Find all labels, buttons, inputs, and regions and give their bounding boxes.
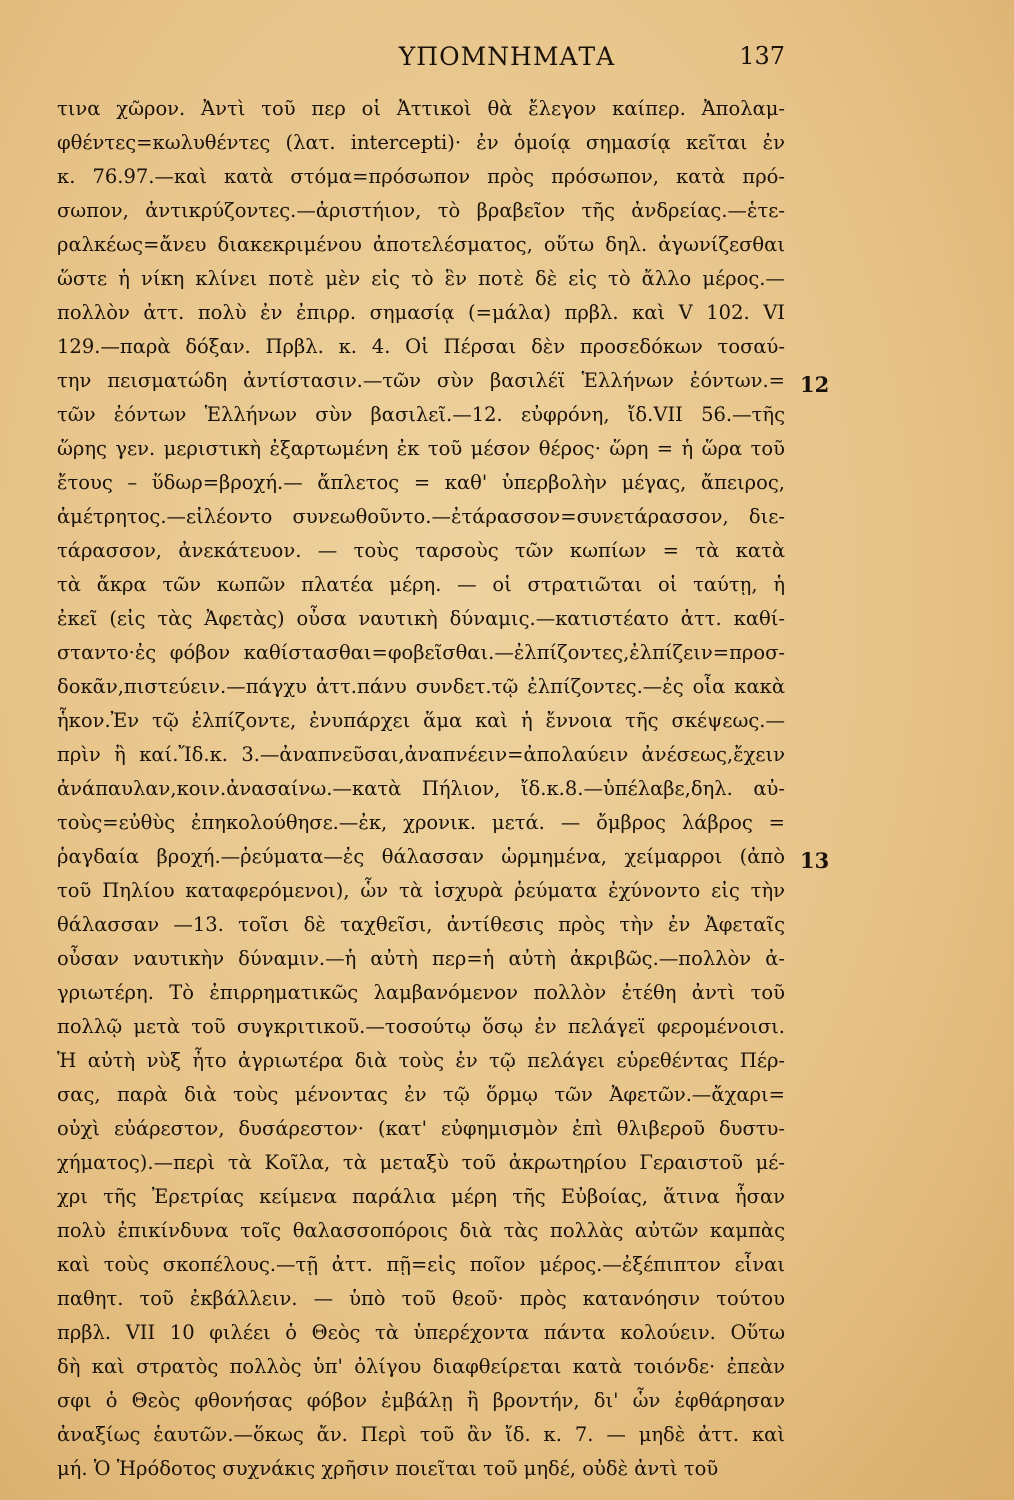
text-line: καὶ τοὺς σκοπέλους.—τῇ ἀττ. πῇ=εἰς ποῖον μέρος.—ἐξέπιπτον εἶναι <box>57 1253 785 1276</box>
text-line: χρι τῆς Ἐρετρίας κείμενα παράλια μέρη τῆς Εὐβοίας, ἅτινα ἦσαν <box>57 1185 785 1208</box>
text-line: πολλῷ μετὰ τοῦ συγκριτικοῦ.—τοσούτῳ ὅσῳ ἐν πελάγεϊ φερομένοισι. <box>57 1015 785 1038</box>
text-line: πολλὸν ἀττ. πολὺ ἐν ἐπιρρ. σημασίᾳ (=μάλα) πρβλ. καὶ V 102. VI <box>57 301 785 324</box>
text-line: τινα χῶρον. Ἀντὶ τοῦ περ οἱ Ἀττικοὶ θὰ ἔλεγον καίπερ. Ἀπολαμ- <box>57 97 785 120</box>
text-line: οὖσαν ναυτικὴν δύναμιν.—ἡ αὐτὴ περ=ἡ αὐτὴ ἀκριβῶς.—πολλὸν ἀ- <box>57 947 785 970</box>
text-line: ἐκεῖ (εἰς τὰς Ἀφετὰς) οὖσα ναυτικὴ δύναμις.—κατιστέατο ἀττ. καθί- <box>57 607 785 630</box>
text-line: κ. 76.97.—καὶ κατὰ στόμα=πρόσωπον πρὸς πρόσωπον, κατὰ πρό- <box>57 165 785 188</box>
text-line: γριωτέρη. Τὸ ἐπιρρηματικῶς λαμβανόμενον πολλὸν ἐτέθη ἀντὶ τοῦ <box>57 981 785 1004</box>
text-line: 129.—παρὰ δόξαν. Πρβλ. κ. 4. Οἱ Πέρσαι δὲν προσεδόκων τοσαύ- <box>57 335 785 358</box>
text-line: τοὺς=εὐθὺς ἐπηκολούθησε.—ἐκ, χρονικ. μετά. — ὄμβρος λάβρος = <box>57 811 785 834</box>
page-number: 137 <box>739 42 785 70</box>
text-line: σωπον, ἀντικρύζοντες.—ἀριστήιον, τὸ βραβεῖον τῆς ἀνδρείας.—ἑτε- <box>57 199 785 222</box>
text-line: τάρασσον, ἀνεκάτευον. — τοὺς ταρσοὺς τῶν κωπίων = τὰ κατὰ <box>57 539 785 562</box>
text-line: ὥστε ἡ νίκη κλίνει ποτὲ μὲν εἰς τὸ ἓν ποτὲ δὲ εἰς τὸ ἄλλο μέρος.— <box>57 267 785 290</box>
text-line: ῥαγδαία βροχή.—ῥεύματα—ἐς θάλασσαν ὡρμημένα, χείμαρροι (ἀπὸ <box>57 845 785 868</box>
text-line: ὥρης γεν. μεριστικὴ ἐξαρτωμένη ἐκ τοῦ μέσον θέρος· ὥρη = ἡ ὥρα τοῦ <box>57 437 785 460</box>
text-line: πρὶν ἢ καί.Ἴδ.κ. 3.—ἀναπνεῦσαι,ἀναπνέειν=ἀπολαύειν ἀνέσεως,ἔχειν <box>57 743 785 766</box>
text-line: τοῦ Πηλίου καταφερόμενοι), ὧν τὰ ἰσχυρὰ ῥεύματα ἐχύνοντο εἰς τὴν <box>57 879 785 902</box>
text-line: δὴ καὶ στρατὸς πολλὸς ὑπ' ὀλίγου διαφθείρεται κατὰ τοιόνδε· ἐπεὰν <box>57 1355 785 1378</box>
text-line: Ἡ αὐτὴ νὺξ ἦτο ἀγριωτέρα διὰ τοὺς ἐν τῷ πελάγει εὑρεθέντας Πέρ- <box>57 1049 785 1072</box>
commentary-text <box>57 92 785 1486</box>
text-line: ἀναξίως ἑαυτῶν.—ὅκως ἄν. Περὶ τοῦ ἂν ἴδ. κ. 7. — μηδὲ ἀττ. καὶ <box>57 1423 785 1446</box>
text-line: ραλκέως=ἄνευ διακεκριμένου ἀποτελέσματος, οὕτω δηλ. ἀγωνίζεσθαι <box>57 233 785 256</box>
text-line: τὰ ἄκρα τῶν κωπῶν πλατέα μέρη. — οἱ στρατιῶται οἱ ταύτῃ, ἡ <box>57 573 785 596</box>
text-line: χήματος).—περὶ τὰ Κοῖλα, τὰ μεταξὺ τοῦ ἀκρωτηρίου Γεραιστοῦ μέ- <box>57 1151 785 1174</box>
text-line: σφι ὁ Θεὸς φθονήσας φόβον ἐμβάλῃ ἢ βροντήν, δι' ὧν ἐφθάρησαν <box>57 1389 785 1412</box>
text-line: πρβλ. VII 10 φιλέει ὁ Θεὸς τὰ ὑπερέχοντα πάντα κολούειν. Οὕτω <box>57 1321 785 1344</box>
running-title: ΥΠΟΜΝΗΜΑΤΑ <box>398 42 616 71</box>
text-line: θάλασσαν —13. τοῖσι δὲ ταχθεῖσι, ἀντίθεσις πρὸς τὴν ἐν Ἀφεταῖς <box>57 913 785 936</box>
text-line: ἔτους – ὕδωρ=βροχή.— ἄπλετος = καθ' ὑπερβολὴν μέγας, ἄπειρος, <box>57 471 785 494</box>
text-line: πολὺ ἐπικίνδυνα τοῖς θαλασσοπόροις διὰ τὰς πολλὰς αὐτῶν καμπὰς <box>57 1219 785 1242</box>
text-line: σταντο·ἐς φόβον καθίστασθαι=φοβεῖσθαι.—ἐλπίζοντες,ἐλπίζειν=προσ- <box>57 641 785 664</box>
text-line: φθέντες=κωλυθέντες (λατ. intercepti)· ἐν ὁμοίᾳ σημασίᾳ κεῖται ἐν <box>57 131 785 154</box>
margin-section-number: 13 <box>800 848 830 873</box>
text-line: μή. Ὁ Ἡρόδοτος συχνάκις χρῆσιν ποιεῖται τοῦ μηδέ, οὐδὲ ἀντὶ τοῦ <box>57 1457 719 1480</box>
text-line: δοκᾶν,πιστεύειν.—πάγχυ ἀττ.πάνυ συνδετ.τῷ ἐλπίζοντες.—ἐς οἷα κακὰ <box>57 675 785 698</box>
text-line: οὐχὶ εὐάρεστον, δυσάρεστον· (κατ' εὐφημισμὸν ἐπὶ θλιβεροῦ δυστυ- <box>57 1117 785 1140</box>
text-line: παθητ. τοῦ ἐκβάλλειν. — ὑπὸ τοῦ θεοῦ· πρὸς κατανόησιν τούτου <box>57 1287 785 1310</box>
text-line: ἧκον.Ἐν τῷ ἐλπίζοντε, ἐνυπάρχει ἅμα καὶ ἡ ἔννοια τῆς σκέψεως.— <box>57 709 785 732</box>
text-line: την πεισματώδη ἀντίστασιν.—τῶν σὺν βασιλέϊ Ἑλλήνων ἐόντων.= <box>57 369 785 392</box>
margin-section-number: 12 <box>800 372 830 397</box>
text-line: τῶν ἐόντων Ἑλλήνων σὺν βασιλεῖ.—12. εὐφρόνη, ἴδ.VII 56.—τῆς <box>57 403 785 426</box>
running-header <box>0 42 1014 82</box>
text-line: σας, παρὰ διὰ τοὺς μένοντας ἐν τῷ ὅρμῳ τῶν Ἀφετῶν.—ἄχαρι= <box>57 1083 785 1106</box>
text-line: ἀνάπαυλαν,κοιν.ἀνασαίνω.—κατὰ Πήλιον, ἴδ.κ.8.—ὑπέλαβε,δηλ. αὐ- <box>57 777 785 800</box>
text-line: ἀμέτρητος.—εἱλέοντο συνεωθοῦντο.—ἐτάρασσον=συνετάρασσον, διε- <box>57 505 785 528</box>
